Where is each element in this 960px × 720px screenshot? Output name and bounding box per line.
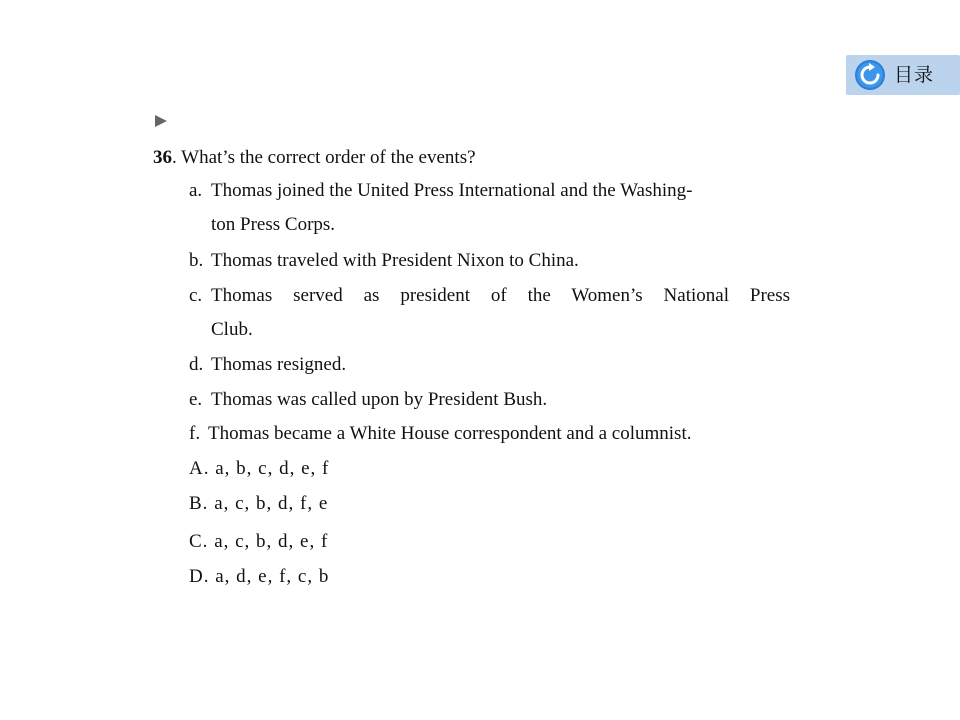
question-number: 36 — [153, 147, 172, 168]
event-text: Thomas joined the United Press International and the Washing- — [211, 180, 693, 201]
event-text-continued: Club. — [211, 319, 253, 340]
event-label: d. — [189, 354, 204, 375]
event-a — [189, 174, 792, 242]
question-prompt — [153, 146, 803, 170]
event-label: c. — [189, 285, 203, 306]
event-f — [189, 417, 792, 451]
option-value: a, c, b, d, f, e — [214, 493, 329, 514]
play-marker-icon — [154, 114, 168, 128]
table-of-contents-button[interactable] — [846, 55, 960, 95]
event-text: Thomas served as president of the Women’s National Press — [211, 285, 790, 306]
event-label: b. — [189, 250, 204, 271]
event-text-continued: ton Press Corps. — [211, 214, 336, 235]
answer-option-c[interactable] — [189, 530, 328, 554]
event-d — [189, 348, 792, 382]
option-value: a, c, b, d, e, f — [214, 531, 329, 552]
toc-label: 目录 — [894, 64, 935, 86]
option-label: C. — [189, 531, 209, 552]
event-text: Thomas became a White House correspondent and a columnist. — [208, 423, 692, 444]
option-label: B. — [189, 493, 209, 514]
option-value: a, b, c, d, e, f — [215, 458, 330, 479]
event-label: e. — [189, 389, 203, 410]
option-value: a, d, e, f, c, b — [215, 566, 330, 587]
event-text: Thomas was called upon by President Bush. — [211, 389, 548, 410]
event-text: Thomas traveled with President Nixon to China. — [211, 250, 579, 271]
event-label: f. — [189, 423, 201, 444]
refresh-icon — [854, 59, 886, 91]
event-c — [189, 279, 792, 347]
event-b — [189, 244, 792, 278]
option-label: D. — [189, 566, 210, 587]
event-e — [189, 383, 792, 417]
event-text: Thomas resigned. — [211, 354, 347, 375]
answer-option-b[interactable] — [189, 492, 328, 516]
question-text: . What’s the correct order of the events? — [172, 147, 476, 168]
answer-option-a[interactable] — [189, 457, 329, 481]
event-label: a. — [189, 180, 203, 201]
answer-option-d[interactable] — [189, 565, 329, 589]
option-label: A. — [189, 458, 210, 479]
